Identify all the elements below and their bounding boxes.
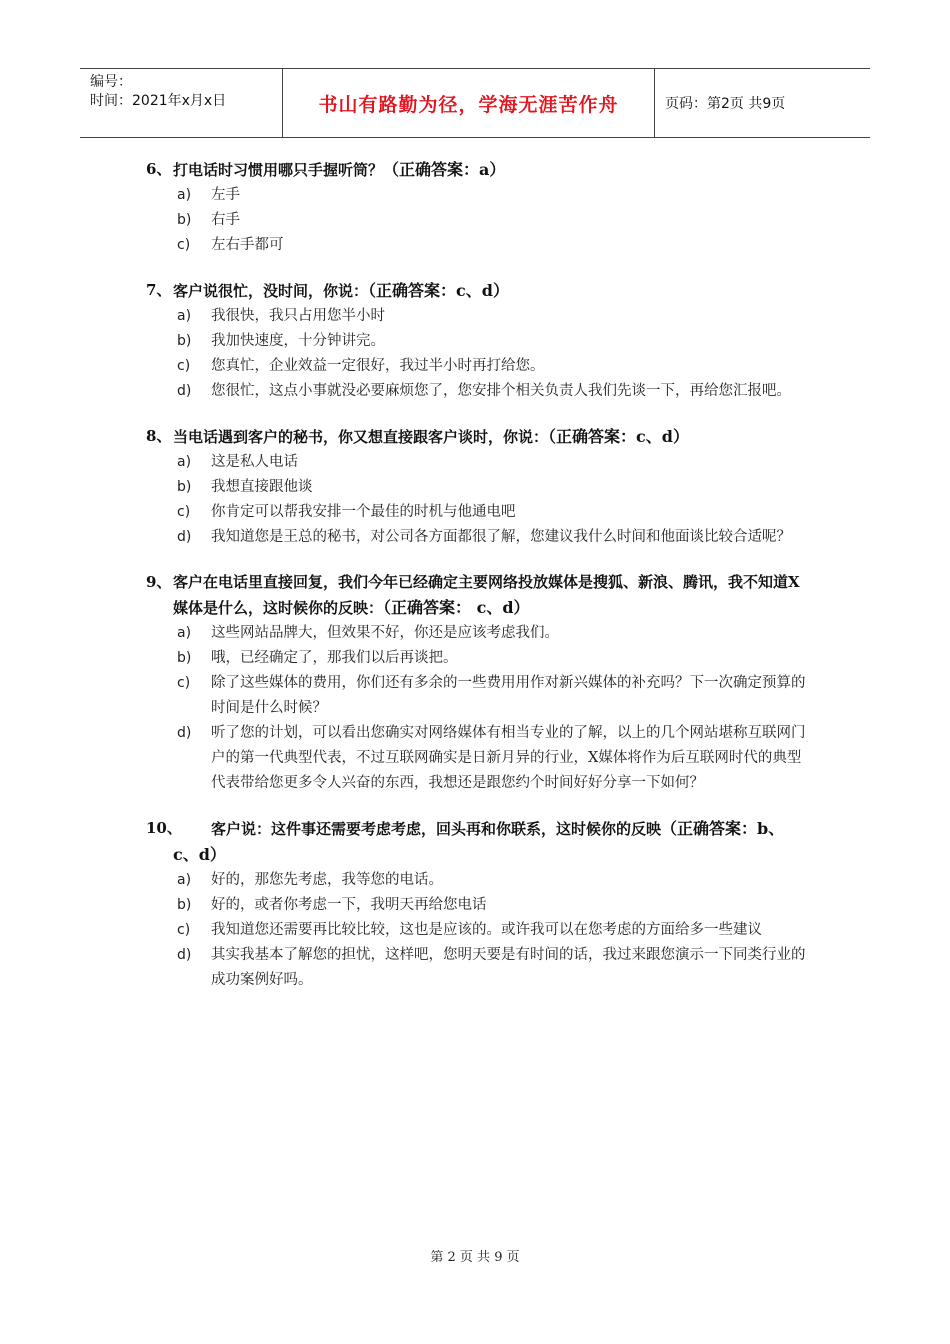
option-label: a) — [177, 454, 192, 470]
option-text: 听了您的计划，可以看出您确实对网络媒体有相当专业的了解，以上的几个网站堪称互联网门户的第一代典型代表，不过互联网确实是日新月异的行业，X媒体将作为后互联网时代的典型代表带给您更多令人兴奋的东西，我想还是跟您约个时间好好分享一下如何？ — [211, 725, 806, 791]
number-label: 编号： — [90, 74, 132, 90]
question-item — [0, 424, 950, 550]
answer-option — [0, 183, 950, 208]
question-text: 当电话遇到客户的秘书，你又想直接跟客户谈时，你说： — [173, 428, 549, 446]
page-footer: 第 2 页 共 9 页 — [430, 1250, 520, 1265]
option-label: a) — [177, 872, 192, 888]
question-text: 客户说：这件事还需要考虑考虑，回头再和你联系，这时候你的反映 — [211, 820, 662, 838]
answer-option — [0, 304, 950, 329]
option-text: 除了这些媒体的费用，你们还有多余的一些费用用作对新兴媒体的补充吗？下一次确定预算的时间是什么时候？ — [211, 675, 806, 716]
header-motto-cell — [283, 69, 655, 137]
option-label: a) — [177, 625, 192, 641]
answer-option — [0, 621, 950, 646]
page-header — [80, 68, 870, 138]
header-meta — [80, 69, 283, 137]
answer-option — [0, 233, 950, 258]
option-text: 我知道您还需要再比较比较，这也是应该的。或许我可以在您考虑的方面给多一些建议 — [211, 922, 762, 938]
correct-answer: （正确答案：c、d） — [548, 427, 689, 446]
question-list — [0, 157, 950, 1013]
question-number: 7、 — [146, 281, 172, 299]
option-label: b) — [177, 333, 192, 349]
option-label: b) — [177, 212, 192, 228]
option-text: 哦，已经确定了，那我们以后再谈把。 — [211, 650, 458, 666]
answer-option — [0, 475, 950, 500]
question-title — [0, 157, 950, 183]
option-text: 左右手都可 — [211, 237, 284, 253]
question-item — [0, 816, 950, 993]
option-text: 我知道您是王总的秘书，对公司各方面都很了解，您建议我什么时间和他面谈比较合适呢？ — [211, 529, 791, 545]
option-label: a) — [177, 308, 192, 324]
question-title — [0, 570, 950, 621]
answer-option — [0, 525, 950, 550]
date-label: 时间：2021年x月x日 — [90, 93, 227, 109]
option-text: 其实我基本了解您的担忧，这样吧，您明天要是有时间的话，我过来跟您演示一下同类行业的成功案例好吗。 — [211, 947, 806, 988]
option-label: d) — [177, 383, 192, 399]
question-text-wrap — [173, 816, 809, 868]
header-page-cell — [655, 69, 870, 137]
answer-option — [0, 329, 950, 354]
answer-option — [0, 943, 950, 993]
option-text: 我想直接跟他谈 — [211, 479, 313, 495]
answer-option — [0, 918, 950, 943]
option-text: 这是私人电话 — [211, 454, 298, 470]
page-label: 页码：第2页 共9页 — [665, 96, 786, 112]
option-label: c) — [177, 358, 191, 374]
question-title — [0, 278, 950, 304]
question-text-wrap — [173, 157, 809, 183]
question-text: 打电话时习惯用哪只手握听筒？ — [173, 161, 384, 179]
motto: 书山有路勤为径，学海无涯苦作舟 — [318, 93, 619, 116]
option-text: 您很忙，这点小事就没必要麻烦您了，您安排个相关负责人我们先谈一下，再给您汇报吧。 — [211, 383, 791, 399]
question-text-wrap — [173, 570, 809, 621]
question-number: 10、 — [146, 819, 182, 837]
answer-option — [0, 868, 950, 893]
answer-option — [0, 646, 950, 671]
option-text: 左手 — [211, 187, 240, 203]
option-label: b) — [177, 897, 192, 913]
question-text-wrap — [173, 424, 809, 450]
question-title — [0, 424, 950, 450]
option-text: 好的，或者你考虑一下，我明天再给您电话 — [211, 897, 487, 913]
option-label: c) — [177, 922, 191, 938]
option-text: 我很快，我只占用您半小时 — [211, 308, 385, 324]
option-label: c) — [177, 504, 191, 520]
question-number: 8、 — [146, 427, 172, 445]
option-label: d) — [177, 529, 192, 545]
option-label: d) — [177, 947, 192, 963]
answer-option — [0, 379, 950, 404]
answer-option — [0, 354, 950, 379]
answer-option — [0, 450, 950, 475]
correct-answer: （正确答案：b、c、d） — [173, 819, 785, 864]
answer-option — [0, 500, 950, 525]
option-text: 右手 — [211, 212, 240, 228]
option-label: c) — [177, 675, 191, 691]
question-item — [0, 570, 950, 796]
question-title — [0, 816, 950, 868]
option-text: 你肯定可以帮我安排一个最佳的时机与他通电吧 — [211, 504, 516, 520]
answer-option — [0, 208, 950, 233]
option-text: 您真忙，企业效益一定很好，我过半小时再打给您。 — [211, 358, 545, 374]
question-item — [0, 157, 950, 258]
option-text: 我加快速度，十分钟讲完。 — [211, 333, 385, 349]
correct-answer: （正确答案：a） — [383, 160, 506, 179]
correct-answer: （正确答案： c、d） — [383, 598, 530, 617]
option-label: b) — [177, 479, 192, 495]
option-label: a) — [177, 187, 192, 203]
question-text: 客户说很忙，没时间，你说： — [173, 282, 369, 300]
question-number: 6、 — [146, 160, 172, 178]
question-number: 9、 — [146, 573, 172, 591]
question-item — [0, 278, 950, 404]
answer-option — [0, 671, 950, 721]
option-label: b) — [177, 650, 192, 666]
option-text: 这些网站品牌大，但效果不好，你还是应该考虑我们。 — [211, 625, 559, 641]
question-text-wrap — [173, 278, 809, 304]
question-text: 客户在电话里直接回复，我们今年已经确定主要网络投放媒体是搜狐、新浪、腾讯，我不知道X媒体是什么，这时候你的反映： — [173, 573, 800, 617]
option-label: c) — [177, 237, 191, 253]
option-text: 好的，那您先考虑，我等您的电话。 — [211, 872, 443, 888]
correct-answer: （正确答案：c、d） — [368, 281, 509, 300]
answer-option — [0, 893, 950, 918]
answer-option — [0, 721, 950, 796]
option-label: d) — [177, 725, 192, 741]
